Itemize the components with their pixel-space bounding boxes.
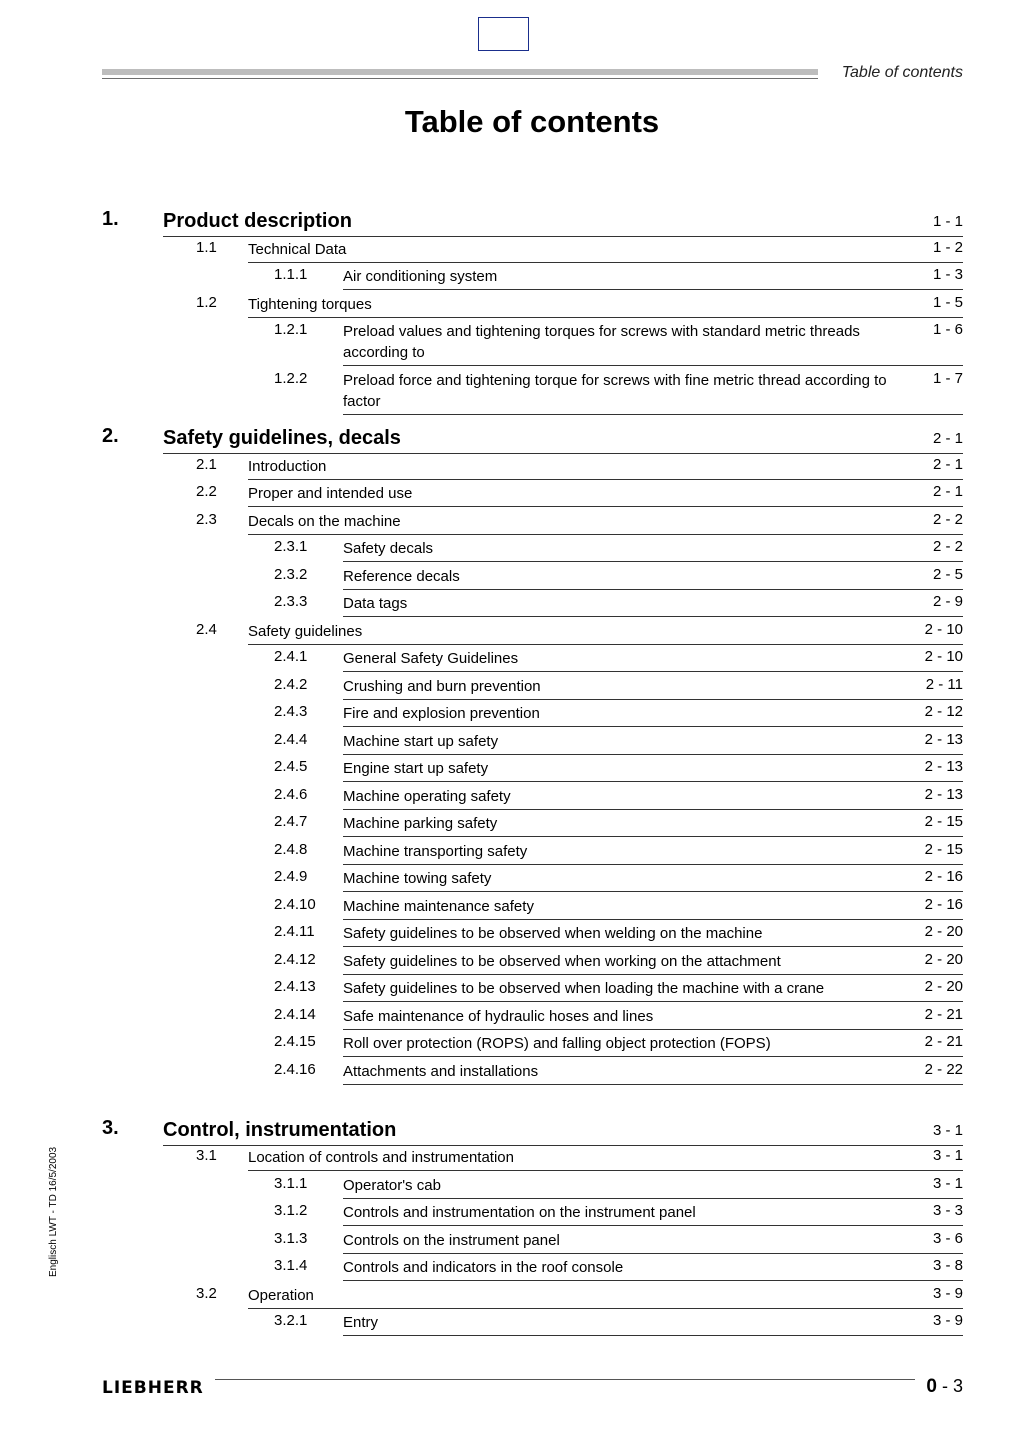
liebherr-logo: LIEBHERR	[102, 1378, 204, 1398]
toc-page-ref: 2 - 15	[924, 841, 963, 858]
toc-title[interactable]: Technical Data	[248, 241, 347, 258]
footer-page: - 3	[941, 1376, 963, 1396]
toc-title[interactable]: Safety decals	[343, 540, 434, 557]
toc-page-ref: 2 - 2	[932, 538, 963, 555]
toc-subsection[interactable]	[274, 1230, 963, 1254]
toc-title[interactable]: Crushing and burn prevention	[343, 678, 541, 695]
toc-entry-body	[343, 813, 963, 837]
toc-entry-body	[343, 538, 963, 562]
toc-entry-body	[163, 208, 963, 237]
toc-page-ref: 2 - 21	[924, 1033, 963, 1050]
toc-title[interactable]: Safe maintenance of hydraulic hoses and lines	[343, 1008, 654, 1025]
toc-subsection[interactable]	[274, 566, 963, 590]
toc-entry-body	[343, 1230, 963, 1254]
toc-subsection[interactable]	[274, 786, 963, 810]
toc-number: 3.1.3	[274, 1230, 308, 1247]
toc-title[interactable]: Entry	[343, 1314, 379, 1331]
toc-entry-body	[343, 841, 963, 865]
toc-subsection[interactable]	[274, 648, 963, 672]
toc-page-ref: 1 - 2	[932, 239, 963, 256]
toc-number: 2.4.9	[274, 868, 308, 885]
toc-page-ref: 3 - 6	[932, 1230, 963, 1247]
toc-title[interactable]: Data tags	[343, 595, 408, 612]
toc-section[interactable]	[196, 456, 963, 480]
toc-page-ref: 2 - 1	[932, 430, 963, 447]
toc-entry-body	[248, 1147, 963, 1171]
toc-entry-body	[343, 676, 963, 700]
toc-number: 3.	[102, 1117, 119, 1139]
header-label: Table of contents	[841, 64, 963, 81]
toc-entry-body	[343, 1175, 963, 1199]
toc-number: 2.4	[196, 621, 217, 638]
top-frame-box	[478, 17, 529, 51]
toc-number: 1.1	[196, 239, 217, 256]
toc-subsection[interactable]	[274, 321, 963, 366]
toc-number: 3.1.2	[274, 1202, 308, 1219]
toc-number: 2.4.16	[274, 1061, 316, 1078]
toc-title[interactable]: Location of controls and instrumentation	[248, 1149, 514, 1166]
toc-entry-body	[248, 1285, 963, 1309]
toc-entry-body	[248, 239, 963, 263]
toc-entry-body	[163, 425, 963, 454]
toc-subsection[interactable]	[274, 1175, 963, 1199]
toc-page-ref: 2 - 16	[924, 868, 963, 885]
toc-page-ref: 2 - 12	[924, 703, 963, 720]
toc-subsection[interactable]	[274, 978, 963, 1002]
toc-title[interactable]: Tightening torques	[248, 296, 372, 313]
toc-section[interactable]	[196, 294, 963, 318]
toc-subsection[interactable]	[274, 758, 963, 782]
toc-number: 2.4.6	[274, 786, 308, 803]
toc-entry-body	[343, 1061, 963, 1085]
toc-entry-body	[343, 868, 963, 892]
toc-page-ref: 2 - 9	[932, 593, 963, 610]
toc-number: 2.3.2	[274, 566, 308, 583]
toc-subsection[interactable]	[274, 868, 963, 892]
toc-number: 1.2.2	[274, 370, 308, 387]
toc-entry-body	[343, 923, 963, 947]
toc-title[interactable]: Controls and instrumentation on the instrument panel	[343, 1204, 696, 1221]
toc-entry-body	[343, 1257, 963, 1281]
toc-entry-body	[248, 294, 963, 318]
toc-title[interactable]: Product description	[163, 210, 352, 232]
toc-title[interactable]: Safety guidelines to be observed when loading the machine with a crane	[343, 980, 825, 997]
toc-title[interactable]: Machine operating safety	[343, 788, 511, 805]
toc-title[interactable]: Safety guidelines to be observed when working on the attachment	[343, 953, 781, 970]
toc-entry-body	[163, 1117, 963, 1146]
toc-chapter[interactable]	[102, 1117, 963, 1146]
toc-entry-body	[248, 483, 963, 507]
toc-title[interactable]: Control, instrumentation	[163, 1119, 397, 1141]
toc-page-ref: 3 - 3	[932, 1202, 963, 1219]
toc-subsection[interactable]	[274, 703, 963, 727]
toc-title[interactable]: Engine start up safety	[343, 760, 489, 777]
toc-number: 2.4.2	[274, 676, 308, 693]
toc-page-ref: 2 - 5	[932, 566, 963, 583]
toc-subsection[interactable]	[274, 841, 963, 865]
toc-page-ref: 1 - 1	[932, 213, 963, 230]
toc-title[interactable]: Attachments and installations	[343, 1063, 539, 1080]
toc-title[interactable]: Machine towing safety	[343, 870, 492, 887]
toc-number: 2.	[102, 425, 119, 447]
toc-subsection[interactable]	[274, 923, 963, 947]
toc-entry-body	[343, 703, 963, 727]
toc-number: 2.4.1	[274, 648, 308, 665]
toc-title[interactable]: Preload force and tightening torque for screws with fine metric thread according to factor	[343, 372, 887, 410]
toc-page-ref: 2 - 1	[932, 483, 963, 500]
toc-page-ref: 2 - 1	[932, 456, 963, 473]
toc-page-ref: 1 - 7	[932, 370, 963, 387]
toc-title[interactable]: Machine start up safety	[343, 733, 499, 750]
toc-title[interactable]: Controls on the instrument panel	[343, 1232, 560, 1249]
toc-page-ref: 2 - 13	[924, 786, 963, 803]
toc-title[interactable]: Machine maintenance safety	[343, 898, 534, 915]
toc-subsection[interactable]	[274, 813, 963, 837]
toc-section[interactable]	[196, 1285, 963, 1309]
toc-page-ref: 3 - 1	[932, 1147, 963, 1164]
toc-subsection[interactable]	[274, 266, 963, 290]
toc-number: 2.4.13	[274, 978, 316, 995]
toc-number: 2.4.5	[274, 758, 308, 775]
toc-number: 2.4.4	[274, 731, 308, 748]
header-band	[102, 69, 818, 75]
toc-title[interactable]: Introduction	[248, 458, 327, 475]
toc-section[interactable]	[196, 483, 963, 507]
toc-subsection[interactable]	[274, 1202, 963, 1226]
toc-page-ref: 2 - 2	[932, 511, 963, 528]
footer-rule	[215, 1379, 915, 1380]
toc-number: 1.	[102, 208, 119, 230]
toc-entry-body	[343, 648, 963, 672]
toc-number: 1.2	[196, 294, 217, 311]
toc-number: 2.3.3	[274, 593, 308, 610]
toc-entry-body	[343, 951, 963, 975]
toc-title[interactable]: Safety guidelines to be observed when welding on the machine	[343, 925, 763, 942]
toc-title[interactable]: Proper and intended use	[248, 485, 413, 502]
toc-page-ref: 2 - 15	[924, 813, 963, 830]
toc-title[interactable]: Fire and explosion prevention	[343, 705, 540, 722]
toc-title[interactable]: Controls and indicators in the roof console	[343, 1259, 624, 1276]
toc-subsection[interactable]	[274, 1061, 963, 1085]
toc-entry-body	[343, 1202, 963, 1226]
toc-number: 2.4.12	[274, 951, 316, 968]
toc-title[interactable]: Machine parking safety	[343, 815, 498, 832]
toc-page-ref: 2 - 13	[924, 731, 963, 748]
toc-page-ref: 2 - 10	[924, 621, 963, 638]
toc-number: 2.2	[196, 483, 217, 500]
toc-section[interactable]	[196, 239, 963, 263]
toc-entry-body	[343, 1033, 963, 1057]
toc-subsection[interactable]	[274, 1033, 963, 1057]
toc-page-ref: 2 - 13	[924, 758, 963, 775]
toc-entry-body	[248, 511, 963, 535]
toc-subsection[interactable]	[274, 370, 963, 415]
toc-number: 2.4.8	[274, 841, 308, 858]
toc-section[interactable]	[196, 511, 963, 535]
toc-subsection[interactable]	[274, 896, 963, 920]
toc-page-ref: 3 - 9	[932, 1312, 963, 1329]
toc-page-ref: 1 - 3	[932, 266, 963, 283]
toc-page-ref: 2 - 10	[924, 648, 963, 665]
footer-chapter: 0	[926, 1376, 937, 1397]
toc-entry-body	[343, 896, 963, 920]
toc-number: 2.4.11	[274, 923, 315, 940]
toc-chapter[interactable]	[102, 208, 963, 237]
side-note: Englisch LWT - TD 16/5/2003	[48, 1146, 59, 1277]
toc-entry-body	[343, 758, 963, 782]
toc-subsection[interactable]	[274, 1006, 963, 1030]
toc-title[interactable]: Reference decals	[343, 568, 460, 585]
toc-entry-body	[343, 1006, 963, 1030]
toc-chapter[interactable]	[102, 425, 963, 454]
toc-entry-body	[343, 786, 963, 810]
toc-page-ref: 3 - 9	[932, 1285, 963, 1302]
toc-entry-body	[343, 566, 963, 590]
toc-page-ref: 2 - 21	[924, 1006, 963, 1023]
toc-number: 3.1	[196, 1147, 217, 1164]
toc-title[interactable]: Safety guidelines, decals	[163, 427, 401, 449]
toc-entry-body	[343, 370, 963, 415]
toc-title[interactable]: Air conditioning system	[343, 268, 498, 285]
page-title: Table of contents	[404, 104, 660, 139]
toc-page-ref: 3 - 1	[932, 1175, 963, 1192]
toc-title[interactable]: General Safety Guidelines	[343, 650, 519, 667]
toc-section[interactable]	[196, 621, 963, 645]
toc-subsection[interactable]	[274, 1312, 963, 1336]
toc-entry-body	[343, 731, 963, 755]
toc-page-ref: 2 - 20	[924, 978, 963, 995]
toc-number: 2.4.10	[274, 896, 316, 913]
toc-subsection[interactable]	[274, 593, 963, 617]
toc-entry-body	[343, 321, 963, 366]
toc-entry-body	[248, 456, 963, 480]
toc-number: 3.2.1	[274, 1312, 308, 1329]
toc-number: 3.1.1	[274, 1175, 308, 1192]
toc-page-ref: 2 - 11	[925, 676, 963, 693]
toc-number: 2.4.15	[274, 1033, 316, 1050]
toc-title[interactable]: Safety guidelines	[248, 623, 363, 640]
toc-page-ref: 1 - 5	[932, 294, 963, 311]
toc-subsection[interactable]	[274, 951, 963, 975]
toc-number: 2.3	[196, 511, 217, 528]
toc-section[interactable]	[196, 1147, 963, 1171]
toc-number: 1.2.1	[274, 321, 308, 338]
toc-subsection[interactable]	[274, 731, 963, 755]
header-rule	[102, 78, 818, 79]
toc-page-ref: 2 - 20	[924, 951, 963, 968]
toc-number: 2.1	[196, 456, 217, 473]
toc-page-ref: 2 - 20	[924, 923, 963, 940]
toc-page-ref: 3 - 8	[932, 1257, 963, 1274]
toc-number: 2.4.14	[274, 1006, 316, 1023]
toc-subsection[interactable]	[274, 538, 963, 562]
toc-entry-body	[343, 978, 963, 1002]
toc-page-ref: 3 - 1	[932, 1122, 963, 1139]
toc-title[interactable]: Operator's cab	[343, 1177, 441, 1194]
footer-page-number	[926, 1376, 963, 1398]
toc-number: 2.4.3	[274, 703, 308, 720]
toc-page-ref: 1 - 6	[932, 321, 963, 338]
toc-entry-body	[343, 593, 963, 617]
toc-title[interactable]: Machine transporting safety	[343, 843, 528, 860]
toc-number: 2.4.7	[274, 813, 308, 830]
toc-subsection[interactable]	[274, 676, 963, 700]
toc-title[interactable]: Operation	[248, 1287, 314, 1304]
toc-number: 3.1.4	[274, 1257, 308, 1274]
toc-page-ref: 2 - 22	[924, 1061, 963, 1078]
toc-entry-body	[248, 621, 963, 645]
toc-subsection[interactable]	[274, 1257, 963, 1281]
toc-title[interactable]: Preload values and tightening torques for screws with standard metric threads according to	[343, 323, 860, 361]
toc-number: 3.2	[196, 1285, 217, 1302]
toc-title[interactable]: Decals on the machine	[248, 513, 401, 530]
toc-page-ref: 2 - 16	[924, 896, 963, 913]
toc-title[interactable]: Roll over protection (ROPS) and falling object protection (FOPS)	[343, 1035, 771, 1052]
toc-number: 2.3.1	[274, 538, 308, 555]
toc-number: 1.1.1	[274, 266, 308, 283]
toc-entry-body	[343, 266, 963, 290]
toc-entry-body	[343, 1312, 963, 1336]
